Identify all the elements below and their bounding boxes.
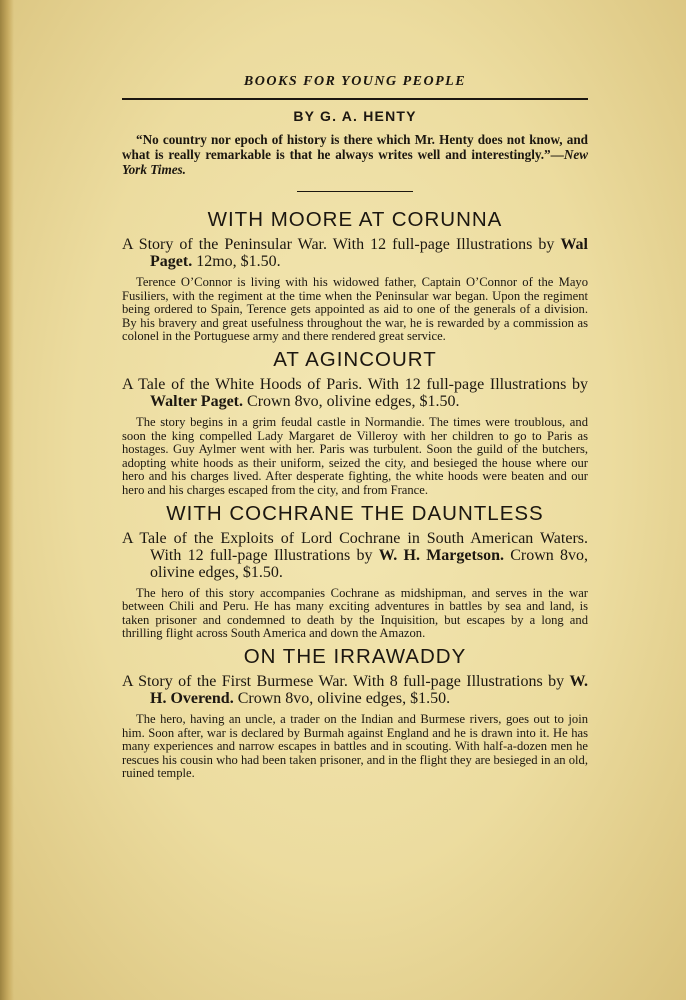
illustrator-name: Walter Paget. xyxy=(150,392,244,410)
edition-price: 12mo, $1.50. xyxy=(192,253,281,270)
quote-source: New York Times. xyxy=(122,147,588,177)
subtitle-text: A Tale of the Exploits of Lord Cochrane in South American Waters. With 12 full-page Illustrations by xyxy=(122,529,588,564)
illustrator-name: W. H. Overend. xyxy=(150,672,588,707)
running-head: BOOKS FOR YOUNG PEOPLE xyxy=(243,74,467,89)
book-subtitle xyxy=(122,376,588,410)
book-description: The story begins in a grim feudal castle in Normandie. The times were troublous, and soon the king compelled Lady Margaret de Villeroy with her children to go to Paris as hostages. Guy Aylmer went with her. Paris was turbulent. Soon the guild of the butchers, adopting white hoods as their uniform, seized the city, and besieged the house where our hero and his charges lived. After desperate fighting, the white hoods were beaten and our hero and his charges escaped from the city, and from France. xyxy=(122,414,588,497)
edition-price: Crown 8vo, olivine edges, $1.50. xyxy=(150,546,589,581)
book-title: ON THE IRRAWADDY xyxy=(243,644,467,668)
section-divider xyxy=(297,191,413,192)
book-subtitle xyxy=(122,530,588,581)
book-title: AT AGINCOURT xyxy=(273,347,437,371)
book-title: WITH COCHRANE THE DAUNTLESS xyxy=(166,501,544,525)
page-content xyxy=(122,74,588,785)
edition-price: Crown 8vo, olivine edges, $1.50. xyxy=(233,689,451,707)
book-description: The hero, having an uncle, a trader on the Indian and Burmese rivers, goes out to join him. Soon after, war is declared by Burmah against England and he is drawn into it. He has many experiences and narrow escapes in battles and in scouting. With half-a-dozen men he rescues his cousin who had been taken prisoner, and in the flight they are besieged in an old, ruined temple. xyxy=(122,711,588,781)
header-rule xyxy=(122,98,588,100)
book-title: WITH MOORE AT CORUNNA xyxy=(207,208,503,231)
quote-text: “No country nor epoch of history is there which Mr. Henty does not know, and what is really remarkable is that he always writes well and interestingly.”— xyxy=(122,132,588,162)
author-heading: BY G. A. HENTY xyxy=(293,108,417,124)
press-quote xyxy=(122,132,588,177)
book-description: Terence O’Connor is living with his widowed father, Captain O’Connor of the Mayo Fusiliers, with the regiment at the time when the Peninsular war began. Upon the regiment being ordered to Spain, Terence gets appointed as aid to one of the generals of a division. By his bravery and great usefulness throughout the war, he is rewarded by a commission as colonel in the Portuguese army and there rendered great service. xyxy=(122,275,588,344)
illustrator-name: Wal Paget. xyxy=(150,236,588,270)
page-binding-edge xyxy=(0,0,14,1000)
illustrator-name: W. H. Margetson. xyxy=(378,546,504,564)
subtitle-text: A Tale of the White Hoods of Paris. With 12 full-page Illustrations by xyxy=(122,375,588,393)
subtitle-text: A Story of the Peninsular War. With 12 full-page Illustrations by xyxy=(122,236,561,253)
edition-price: Crown 8vo, olivine edges, $1.50. xyxy=(243,392,460,410)
book-subtitle xyxy=(122,673,588,707)
book-description: The hero of this story accompanies Cochrane as midshipman, and serves in the war between Chili and Peru. He has many exciting adventures in battles by sea and land, is taken prisoner and condemned to death by the Inquisition, but escapes by a long and thrilling flight across South America and down the Amazon. xyxy=(122,585,588,641)
subtitle-text: A Story of the First Burmese War. With 8 full-page Illustrations by xyxy=(122,672,570,690)
book-subtitle xyxy=(122,236,588,270)
